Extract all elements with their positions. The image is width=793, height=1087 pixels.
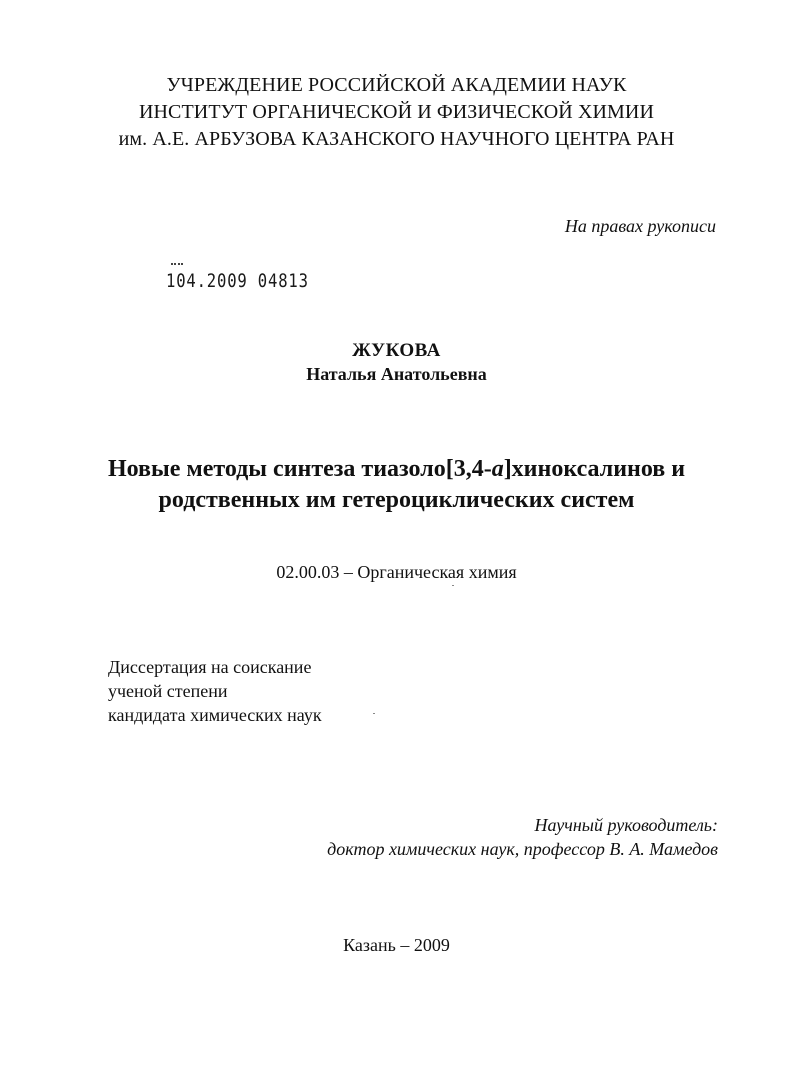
registration-stamp: 104.2009 04813 <box>166 270 309 292</box>
title-line-1-start: Новые методы синтеза тиазоло[3,4- <box>107 456 492 482</box>
dissertation-line-3: кандидата химических наук <box>108 705 322 725</box>
institution-line-2: ИНСТИТУТ ОРГАНИЧЕСКОЙ И ФИЗИЧЕСКОЙ ХИМИИ <box>138 101 655 123</box>
author-given-names: Наталья Анатольевна <box>306 364 487 384</box>
dissertation-degree <box>108 655 322 727</box>
rights-note: На правах рукописи <box>564 216 716 236</box>
title-line-2: родственных им гетероциклических систем <box>158 487 635 513</box>
dissertation-title <box>0 454 793 516</box>
institution-line-1: УЧРЕЖДЕНИЕ РОССИЙСКОЙ АКАДЕМИИ НАУК <box>166 74 627 96</box>
supervisor-block <box>327 813 718 861</box>
dissertation-line-1: Диссертация на соискание <box>108 657 312 677</box>
specialty-code: 02.00.03 – Органическая химия <box>276 562 517 582</box>
place-year: Казань – 2009 <box>343 935 450 955</box>
dissertation-line-2: ученой степени <box>108 681 228 701</box>
title-line-1-italic: a <box>491 456 504 482</box>
supervisor-details: доктор химических наук, профессор В. А. Мамедов <box>327 839 718 859</box>
institution-line-3: им. А.Е. АРБУЗОВА КАЗАНСКОГО НАУЧНОГО ЦЕНТРА РАН <box>118 128 675 150</box>
stamp-dots-mark <box>171 263 183 268</box>
scan-speck <box>452 585 454 586</box>
title-line-1 <box>0 454 793 485</box>
title-line-1-end: ]хиноксалинов и <box>503 456 686 482</box>
supervisor-label: Научный руководитель: <box>534 815 718 835</box>
scan-speck <box>373 713 375 714</box>
author-surname: ЖУКОВА <box>352 340 441 361</box>
